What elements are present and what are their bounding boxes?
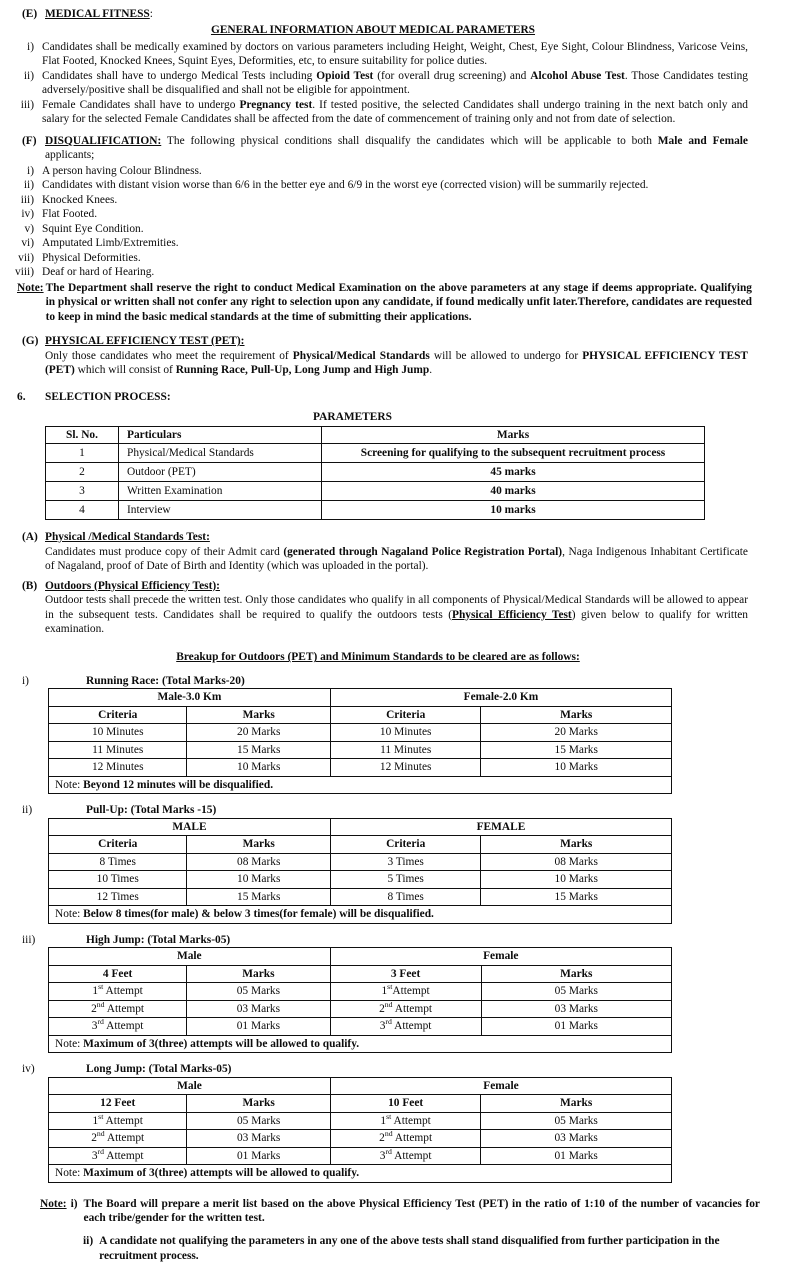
list-item-number: ii) bbox=[23, 179, 34, 192]
pet-block-caption: High Jump: (Total Marks-05) bbox=[86, 933, 231, 946]
cell-female-marks: 05 Marks bbox=[481, 983, 671, 1000]
cell-particulars: Written Examination bbox=[119, 482, 322, 501]
cell-male-marks: 08 Marks bbox=[187, 853, 330, 870]
table-header-row bbox=[46, 426, 705, 443]
column-header-male-criteria: 12 Feet bbox=[49, 1095, 187, 1112]
table-header-row bbox=[49, 836, 672, 853]
list-item bbox=[0, 222, 786, 236]
table-note: Note: Maximum of 3(three) attempts will be allowed to qualify. bbox=[49, 1165, 672, 1182]
section-b-heading: Outdoors (Physical Efficiency Test): bbox=[45, 579, 220, 592]
cell-male-marks: 10 Marks bbox=[187, 759, 330, 776]
column-header-particulars: Particulars bbox=[119, 426, 322, 443]
list-item-text: Amputated Limb/Extremities. bbox=[42, 237, 179, 250]
cell-female-marks: 01 Marks bbox=[481, 1147, 672, 1164]
pet-block-caption-wrap bbox=[48, 933, 786, 947]
list-item-text: Candidates shall be medically examined by doctors on various parameters including Height, Weight, Chest, Eye Sight, Colour Blindness, Varicose Veins, Flat Footed, Knocked Knees, Squint Eyes, Deformities, etc, to ensure suitability for police duties. bbox=[42, 40, 748, 68]
table-row bbox=[49, 1130, 672, 1147]
column-header-male-criteria: Criteria bbox=[49, 706, 187, 723]
list-item bbox=[0, 236, 786, 250]
table-header-row bbox=[49, 1095, 672, 1112]
cell-female-marks: 15 Marks bbox=[481, 888, 672, 905]
cell-particulars: Physical/Medical Standards bbox=[119, 444, 322, 463]
cell-male-marks: 05 Marks bbox=[187, 983, 330, 1000]
section-6 bbox=[0, 390, 786, 404]
section-e-tag: (E) bbox=[22, 8, 38, 20]
section-g-body-row bbox=[0, 349, 786, 378]
table-row bbox=[49, 724, 672, 741]
list-item-number: vi) bbox=[21, 237, 34, 250]
cell-sl-no: 2 bbox=[46, 463, 119, 482]
high-jump-table bbox=[48, 947, 672, 1053]
cell-male-marks: 15 Marks bbox=[187, 741, 330, 758]
parameters-table-wrap bbox=[0, 426, 786, 520]
section-g-body: Only those candidates who meet the requirement of Physical/Medical Standards will be allowed to undergo for PHYSICAL EFFICIENCY TEST (PET) which will consist of Running Race, Pull-Up, Long Jump and High Jump. bbox=[45, 349, 749, 377]
cell-male-criteria: 10 Times bbox=[49, 871, 187, 888]
table-row bbox=[49, 888, 672, 905]
cell-female-criteria: 2nd Attempt bbox=[330, 1130, 480, 1147]
cell-female-criteria: 10 Minutes bbox=[330, 724, 480, 741]
list-item-number: iii) bbox=[20, 98, 34, 111]
group-header-female: Female bbox=[330, 948, 671, 965]
group-header-male: Male-3.0 Km bbox=[49, 689, 331, 706]
column-header-sl-no: Sl. No. bbox=[46, 426, 119, 443]
cell-female-marks: 10 Marks bbox=[481, 871, 672, 888]
table-note-row bbox=[49, 1165, 672, 1182]
list-item bbox=[0, 40, 786, 69]
column-header-female-marks: Marks bbox=[481, 1095, 672, 1112]
table-row bbox=[49, 759, 672, 776]
pet-block-caption-wrap bbox=[48, 1062, 786, 1076]
section-b-heading-row bbox=[45, 579, 786, 593]
cell-female-criteria: 3 Times bbox=[330, 853, 480, 870]
list-item-text: Physical Deformities. bbox=[42, 251, 141, 264]
cell-female-criteria: 2nd Attempt bbox=[330, 1000, 481, 1017]
pet-block-pull-up bbox=[0, 803, 786, 817]
group-header-male: MALE bbox=[49, 818, 331, 835]
section-f-list bbox=[0, 164, 786, 280]
list-item bbox=[0, 69, 786, 98]
section-e-list bbox=[0, 40, 786, 127]
cell-female-marks: 15 Marks bbox=[481, 741, 672, 758]
cell-male-marks: 20 Marks bbox=[187, 724, 330, 741]
section-g bbox=[0, 334, 786, 348]
pet-block-caption-wrap bbox=[48, 674, 786, 688]
cell-female-criteria: 5 Times bbox=[330, 871, 480, 888]
section-b-body-row bbox=[0, 593, 786, 636]
list-item bbox=[0, 207, 786, 221]
pet-block-number: iv) bbox=[22, 1063, 35, 1076]
list-item-text: Female Candidates shall have to undergo Pregnancy test. If tested positive, the selected Candidates shall undergo training in the next batch only and salary for the selected Female Candidates shall be affected from the date of commencement of training only and not from date of selection. bbox=[42, 98, 748, 126]
list-item-number: viii) bbox=[15, 266, 34, 279]
section-6-heading: SELECTION PROCESS: bbox=[45, 390, 171, 403]
cell-female-marks: 08 Marks bbox=[481, 853, 672, 870]
section-b-body: Outdoor tests shall precede the written test. Only those candidates who qualify in all components of Physical/Medical Standards will be allowed to appear in the subsequent tests. Candidates shall be required to qualify the outdoors tests (Physical Efficiency Test) given below to qualify for written examination. bbox=[45, 594, 748, 635]
list-item bbox=[0, 98, 786, 127]
cell-marks: 45 marks bbox=[322, 463, 705, 482]
parameters-table bbox=[45, 426, 705, 520]
cell-female-criteria: 3rd Attempt bbox=[330, 1147, 480, 1164]
list-item bbox=[0, 193, 786, 207]
table-note-row bbox=[49, 1035, 672, 1052]
section-g-tag: (G) bbox=[22, 335, 39, 348]
column-header-marks: Marks bbox=[322, 426, 705, 443]
final-note-item-1 bbox=[0, 1197, 786, 1226]
section-e bbox=[0, 7, 786, 21]
cell-male-marks: 10 Marks bbox=[187, 871, 330, 888]
cell-female-criteria: 12 Minutes bbox=[330, 759, 480, 776]
column-header-male-marks: Marks bbox=[187, 836, 330, 853]
table-row bbox=[46, 463, 705, 482]
cell-male-criteria: 12 Times bbox=[49, 888, 187, 905]
section-g-heading-row bbox=[45, 334, 786, 348]
section-a bbox=[0, 530, 786, 544]
list-item-number: iv) bbox=[21, 208, 34, 221]
column-header-female-criteria: 10 Feet bbox=[330, 1095, 480, 1112]
section-e-heading: MEDICAL FITNESS bbox=[45, 8, 150, 20]
list-item-text: Candidates with distant vision worse than 6/6 in the better eye and 6/9 in the worst eye (corrected vision) will be summarily rejected. bbox=[42, 179, 649, 192]
cell-marks: 10 marks bbox=[322, 501, 705, 520]
cell-female-marks: 10 Marks bbox=[481, 759, 672, 776]
note-text: The Department shall reserve the right to conduct Medical Examination on the above parameters at any stage if deems appropriate. Qualifying in physical or written shall not confer any right to selection upon any candidate, if found medically unfit later.Therefore, candidates are requested to keep in mind the basic medical standards at the time of submitting their applications. bbox=[45, 281, 753, 323]
pet-block-long-jump bbox=[0, 1062, 786, 1076]
table-row bbox=[49, 1112, 672, 1129]
cell-sl-no: 4 bbox=[46, 501, 119, 520]
section-f-tag: (F) bbox=[22, 134, 37, 147]
parameters-table-title: PARAMETERS bbox=[313, 411, 392, 424]
cell-sl-no: 3 bbox=[46, 482, 119, 501]
section-a-body: Candidates must produce copy of their Admit card (generated through Nagaland Police Registration Portal), Naga Indigenous Inhabitant Certificate of Nagaland, proof of Date of Birth and Identity (which was uploaded in the portal). bbox=[45, 545, 748, 573]
table-note: Note: Beyond 12 minutes will be disqualified. bbox=[49, 776, 672, 793]
cell-male-criteria: 10 Minutes bbox=[49, 724, 187, 741]
cell-male-criteria: 3rd Attempt bbox=[49, 1147, 187, 1164]
table-header-row bbox=[49, 965, 672, 982]
final-note-item-2 bbox=[0, 1234, 786, 1263]
section-b-tag: (B) bbox=[22, 579, 38, 592]
pet-block-number: ii) bbox=[22, 804, 33, 817]
column-header-female-criteria: Criteria bbox=[330, 836, 480, 853]
cell-female-criteria: 1st Attempt bbox=[330, 1112, 480, 1129]
list-item-text: Squint Eye Condition. bbox=[42, 222, 144, 235]
pet-block-caption: Long Jump: (Total Marks-05) bbox=[86, 1063, 232, 1076]
table-group-header-row bbox=[49, 1077, 672, 1094]
pet-block-running-race bbox=[0, 674, 786, 688]
final-note-text: The Board will prepare a merit list based on the above Physical Efficiency Test (PET) in the ratio of 1:10 of the number of vacancies for each tribe/gender for the written test. bbox=[83, 1197, 760, 1224]
document-page bbox=[0, 7, 786, 1262]
cell-female-marks: 01 Marks bbox=[481, 1018, 671, 1035]
table-row bbox=[46, 444, 705, 463]
cell-male-criteria: 8 Times bbox=[49, 853, 187, 870]
section-b bbox=[0, 579, 786, 593]
section-e-heading-row bbox=[45, 7, 786, 21]
cell-male-criteria: 1st Attempt bbox=[49, 1112, 187, 1129]
cell-sl-no: 1 bbox=[46, 444, 119, 463]
group-header-male: Male bbox=[49, 1077, 331, 1094]
list-item-text: Deaf or hard of Hearing. bbox=[42, 266, 155, 279]
column-header-female-criteria: 3 Feet bbox=[330, 965, 481, 982]
group-header-female: FEMALE bbox=[330, 818, 671, 835]
list-item bbox=[0, 265, 786, 279]
list-item-number: i) bbox=[27, 40, 34, 53]
table-row bbox=[49, 1000, 672, 1017]
list-item-number: v) bbox=[24, 222, 34, 235]
table-row bbox=[49, 853, 672, 870]
final-note-number: i) bbox=[70, 1197, 78, 1210]
column-header-male-marks: Marks bbox=[187, 706, 330, 723]
list-item-number: ii) bbox=[23, 69, 34, 82]
section-e-subheading: GENERAL INFORMATION ABOUT MEDICAL PARAMETERS bbox=[210, 24, 536, 37]
group-header-male: Male bbox=[49, 948, 331, 965]
table-row bbox=[46, 482, 705, 501]
cell-female-marks: 03 Marks bbox=[481, 1130, 672, 1147]
table-row bbox=[49, 741, 672, 758]
section-f-intro: DISQUALIFICATION: The following physical conditions shall disqualify the candidates which will be applicable to both Male and Female applicants; bbox=[45, 134, 748, 162]
table-row bbox=[49, 1018, 672, 1035]
column-header-male-criteria: 4 Feet bbox=[49, 965, 187, 982]
cell-male-criteria: 2nd Attempt bbox=[49, 1130, 187, 1147]
section-a-heading-row bbox=[45, 530, 786, 544]
list-item-number: vii) bbox=[18, 251, 34, 264]
pull-up-table bbox=[48, 818, 672, 924]
breakup-heading: Breakup for Outdoors (PET) and Minimum Standards to be cleared are as follows: bbox=[176, 651, 580, 664]
final-note-label: Note: bbox=[40, 1197, 67, 1210]
cell-male-criteria: 11 Minutes bbox=[49, 741, 187, 758]
column-header-female-criteria: Criteria bbox=[330, 706, 480, 723]
section-f-note bbox=[0, 281, 786, 324]
section-g-heading: PHYSICAL EFFICIENCY TEST (PET): bbox=[45, 335, 245, 348]
running-race-table bbox=[48, 688, 672, 794]
table-group-header-row bbox=[49, 818, 672, 835]
column-header-female-marks: Marks bbox=[481, 706, 672, 723]
cell-female-criteria: 8 Times bbox=[330, 888, 480, 905]
cell-female-marks: 20 Marks bbox=[481, 724, 672, 741]
pet-block-number: iii) bbox=[22, 933, 36, 946]
pet-block-high-jump bbox=[0, 933, 786, 947]
cell-male-marks: 03 Marks bbox=[187, 1130, 331, 1147]
list-item-text: Flat Footed. bbox=[42, 208, 98, 221]
cell-male-marks: 03 Marks bbox=[187, 1000, 330, 1017]
table-note-row bbox=[49, 776, 672, 793]
table-row bbox=[49, 983, 672, 1000]
pet-block-caption-wrap bbox=[48, 803, 786, 817]
table-row bbox=[49, 1147, 672, 1164]
group-header-female: Female-2.0 Km bbox=[330, 689, 671, 706]
cell-particulars: Outdoor (PET) bbox=[119, 463, 322, 482]
list-item bbox=[0, 251, 786, 265]
list-item-text: Candidates shall have to undergo Medical Tests including Opioid Test (for overall drug screening) and Alcohol Abuse Test. Those Candidates testing adversely/positive shall be disqualified and shall not be eligible for appointment. bbox=[42, 69, 748, 97]
cell-male-marks: 01 Marks bbox=[187, 1018, 330, 1035]
section-a-heading: Physical /Medical Standards Test: bbox=[45, 531, 210, 544]
cell-female-marks: 03 Marks bbox=[481, 1000, 671, 1017]
section-e-heading-suffix: : bbox=[149, 8, 153, 20]
cell-marks: Screening for qualifying to the subsequent recruitment process bbox=[322, 444, 705, 463]
cell-particulars: Interview bbox=[119, 501, 322, 520]
table-header-row bbox=[49, 706, 672, 723]
cell-male-marks: 05 Marks bbox=[187, 1112, 331, 1129]
pet-block-caption: Running Race: (Total Marks-20) bbox=[86, 674, 245, 687]
cell-male-marks: 01 Marks bbox=[187, 1147, 331, 1164]
list-item bbox=[0, 178, 786, 192]
cell-female-criteria: 1stAttempt bbox=[330, 983, 481, 1000]
section-f bbox=[0, 134, 786, 163]
pet-block-number: i) bbox=[22, 674, 29, 687]
list-item-text: A person having Colour Blindness. bbox=[42, 164, 202, 177]
cell-male-marks: 15 Marks bbox=[187, 888, 330, 905]
table-note-row bbox=[49, 906, 672, 923]
cell-female-criteria: 11 Minutes bbox=[330, 741, 480, 758]
long-jump-table bbox=[48, 1077, 672, 1183]
list-item-number: i) bbox=[27, 164, 34, 177]
group-header-female: Female bbox=[330, 1077, 671, 1094]
final-note-text: A candidate not qualifying the parameters in any one of the above tests shall stand disqualified from further participation in the recruitment process. bbox=[99, 1235, 720, 1262]
section-a-tag: (A) bbox=[22, 531, 38, 544]
cell-male-criteria: 2nd Attempt bbox=[49, 1000, 187, 1017]
column-header-male-criteria: Criteria bbox=[49, 836, 187, 853]
cell-female-marks: 05 Marks bbox=[481, 1112, 672, 1129]
column-header-male-marks: Marks bbox=[187, 1095, 331, 1112]
section-f-heading: DISQUALIFICATION: bbox=[45, 134, 162, 147]
pet-block-caption: Pull-Up: (Total Marks -15) bbox=[86, 804, 217, 817]
column-header-female-marks: Marks bbox=[481, 836, 672, 853]
table-note: Note: Maximum of 3(three) attempts will be allowed to qualify. bbox=[49, 1035, 672, 1052]
section-a-body-row bbox=[0, 545, 786, 574]
table-group-header-row bbox=[49, 689, 672, 706]
column-header-female-marks: Marks bbox=[481, 965, 671, 982]
table-group-header-row bbox=[49, 948, 672, 965]
cell-female-criteria: 3rd Attempt bbox=[330, 1018, 481, 1035]
table-row bbox=[49, 871, 672, 888]
cell-male-criteria: 3rd Attempt bbox=[49, 1018, 187, 1035]
table-note: Note: Below 8 times(for male) & below 3 times(for female) will be disqualified. bbox=[49, 906, 672, 923]
list-item-number: iii) bbox=[20, 193, 34, 206]
table-row bbox=[46, 501, 705, 520]
note-label: Note: bbox=[17, 281, 44, 294]
cell-male-criteria: 12 Minutes bbox=[49, 759, 187, 776]
cell-marks: 40 marks bbox=[322, 482, 705, 501]
cell-male-criteria: 1st Attempt bbox=[49, 983, 187, 1000]
final-note-number: ii) bbox=[83, 1235, 94, 1248]
list-item bbox=[0, 164, 786, 178]
column-header-male-marks: Marks bbox=[187, 965, 330, 982]
section-6-number: 6. bbox=[17, 390, 26, 403]
list-item-text: Knocked Knees. bbox=[42, 193, 118, 206]
